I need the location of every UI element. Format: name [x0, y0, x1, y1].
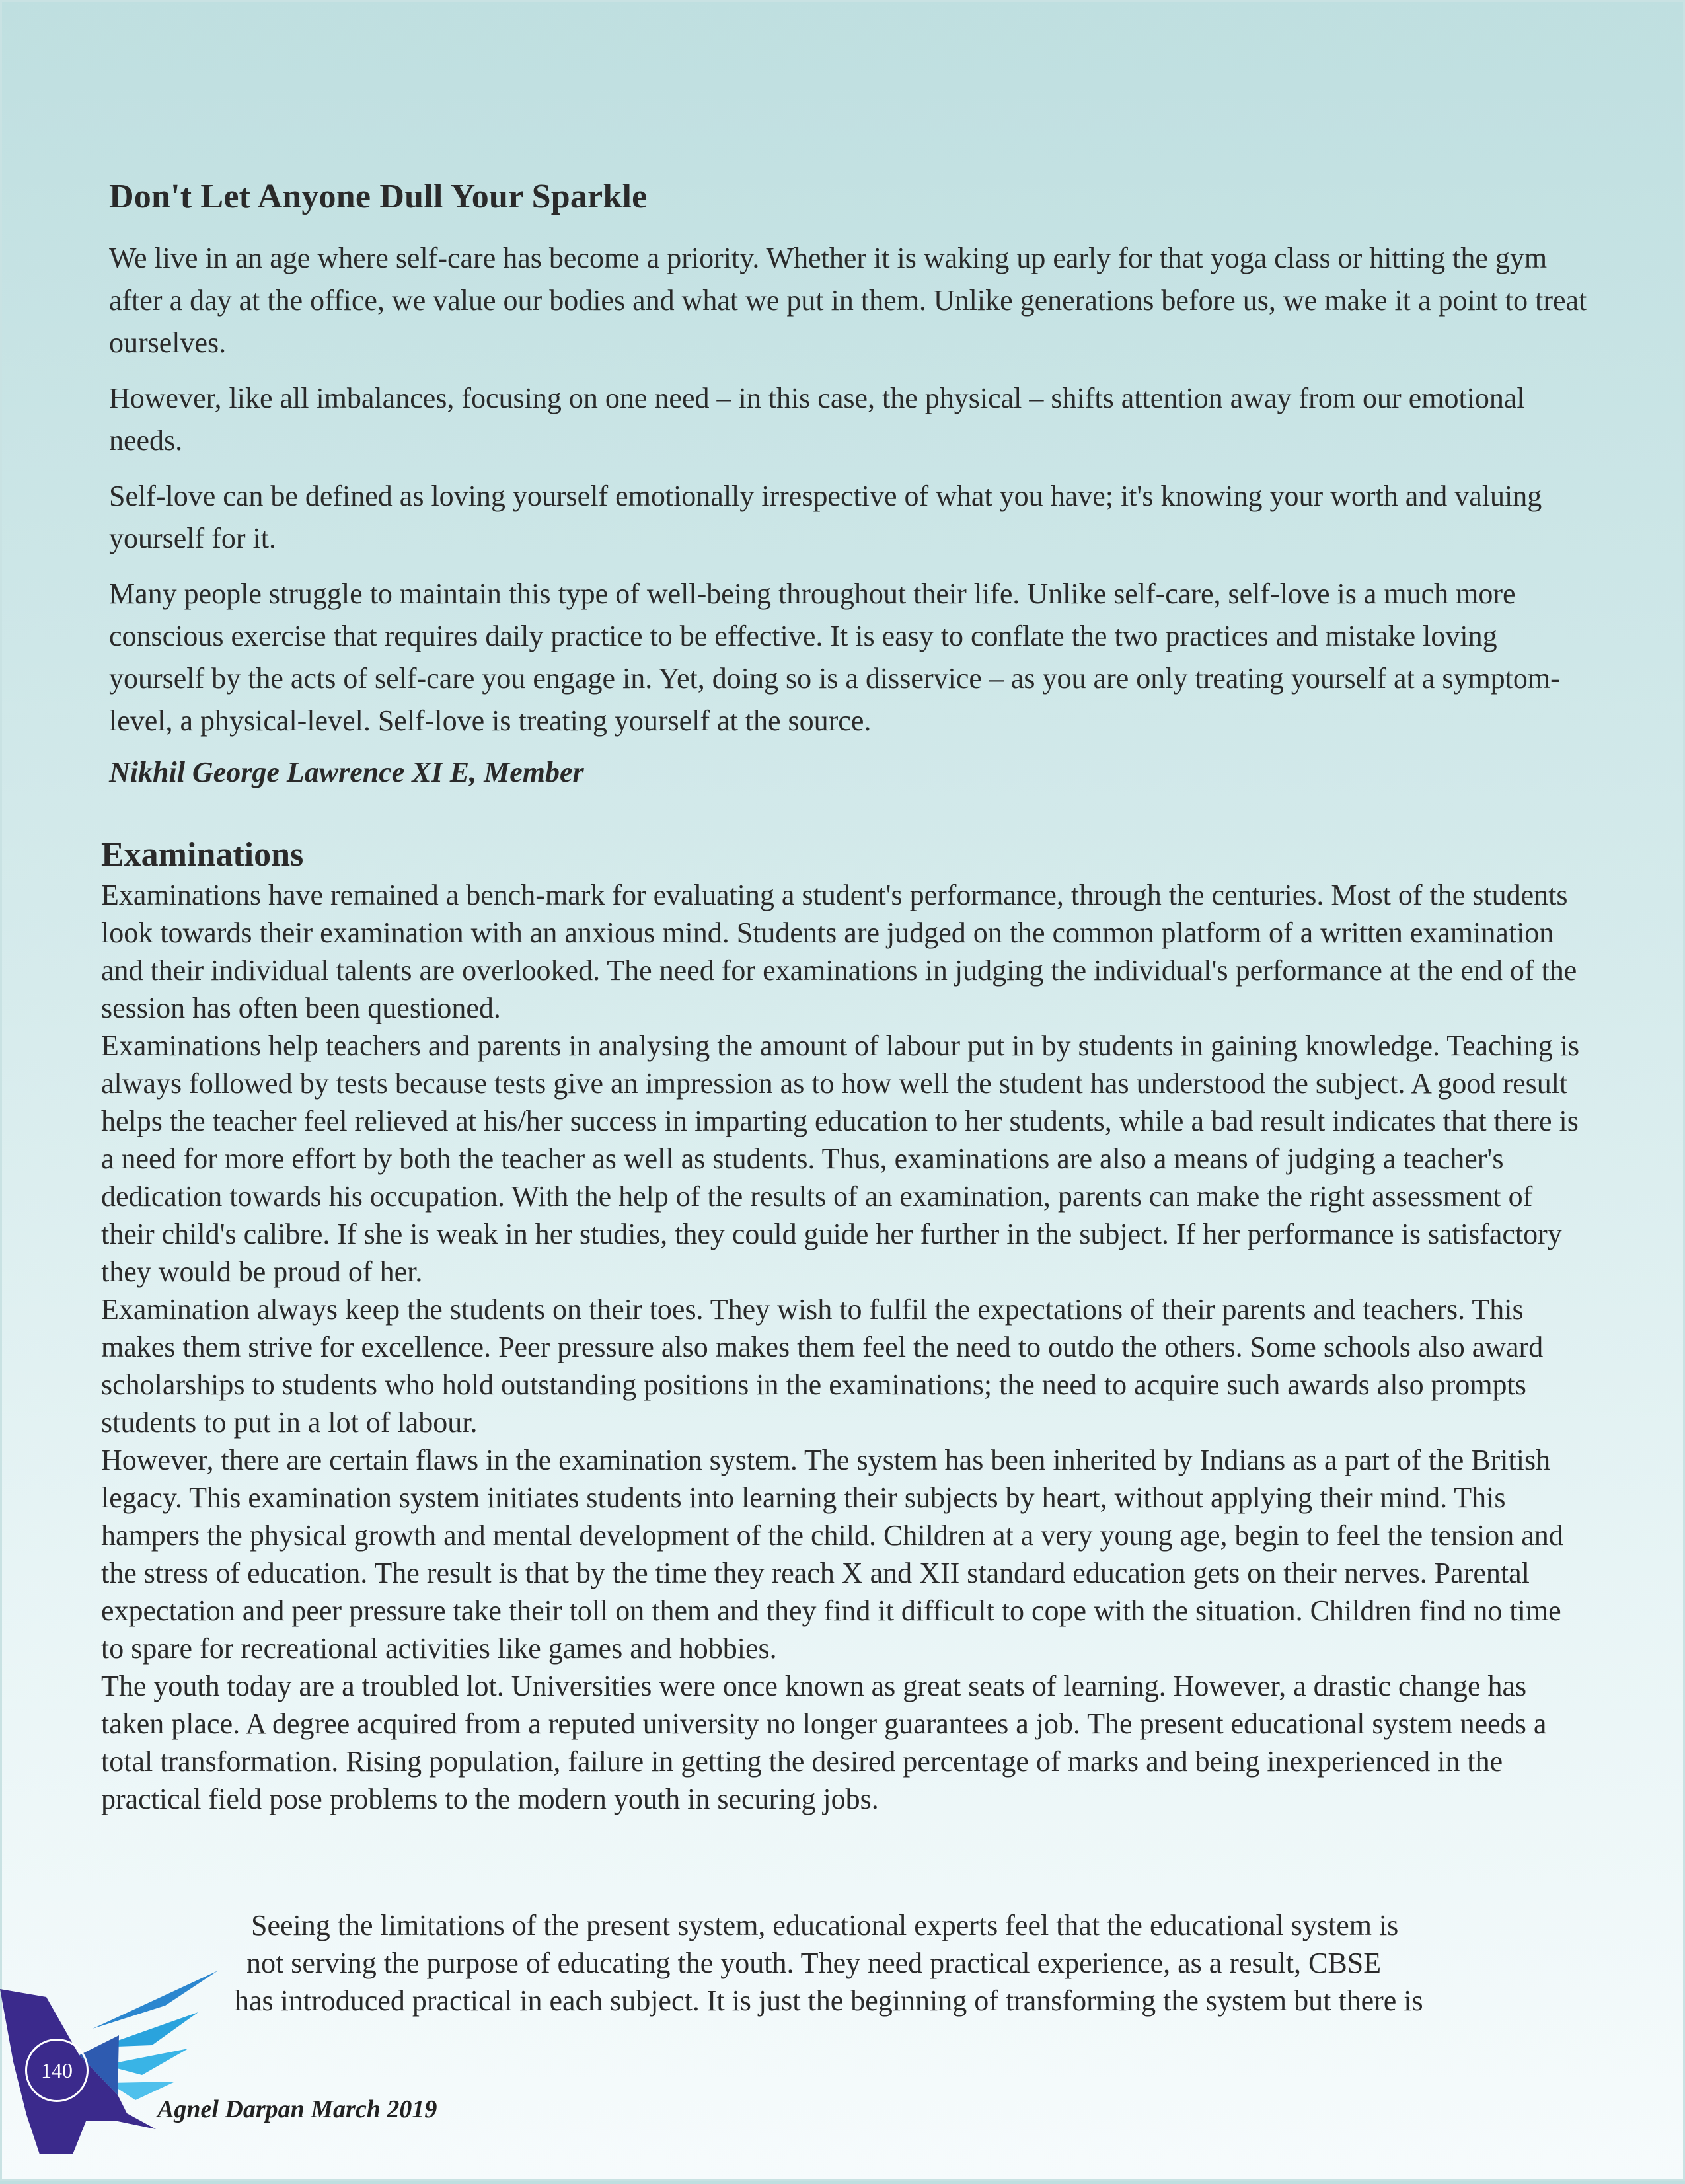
paragraph: We live in an age where self-care has become a priority. Whether it is waking up early for that yoga class or hitting the gym after a day at the office, we value our bodies and what we put in them. Unlike generations before us, we make it a point to treat ourselves. — [109, 242, 1587, 359]
article-self-love — [109, 177, 1589, 789]
author-byline: Nikhil George Lawrence XI E, Member — [109, 756, 584, 788]
paragraph: Self-love can be defined as loving yourself emotionally irrespective of what you have; it's knowing your worth and valuing yourself for it. — [109, 480, 1542, 554]
paragraph: The youth today are a troubled lot. Universities were once known as great seats of learning. However, a drastic change has taken place. A degree acquired from a reputed university no longer guarantees a job. The present educational system needs a total transformation. Rising population, failure in getting the desired percentage of marks and being inexperienced in the practical field pose problems to the modern youth in securing jobs. — [101, 1670, 1547, 1815]
paragraph: Examinations help teachers and parents in analysing the amount of labour put in by students in gaining knowledge. Teaching is always followed by tests because tests give an impression as to how well the student has understood the subject. A good result helps the teacher feel relieved at his/her success in imparting education to her students, while a bad result indicates that there is a need for more effort by both the teacher as well as students. Thus, examinations are also a means of judging a teacher's dedication towards his occupation. With the help of the results of an examination, parents can make the right assessment of their child's calibre. If she is weak in her studies, they could guide her further in the subject. If her performance is satisfactory they would be proud of her. — [101, 1030, 1580, 1288]
paragraph: Examinations have remained a bench-mark for evaluating a student's performance, through the centuries. Most of the students look towards their examination with an anxious mind. Students are judged on the common platform of a written examination and their individual talents are overlooked. The need for examinations in judging the individual's performance at the end of the session has often been questioned. — [101, 879, 1577, 1024]
publication-footer: Agnel Darpan March 2019 — [157, 2095, 437, 2123]
text-line: not serving the purpose of educating the youth. They need practical experience, as a result, CBSE — [246, 1947, 1382, 1979]
continued-paragraph — [235, 1906, 1596, 2019]
article-examinations — [101, 834, 1588, 1818]
article-title: Examinations — [101, 836, 304, 874]
page-number: 140 — [25, 2039, 89, 2102]
paragraph: However, like all imbalances, focusing on one need – in this case, the physical – shifts attention away from our emotional needs. — [109, 382, 1525, 457]
paragraph: However, there are certain flaws in the examination system. The system has been inherited by Indians as a part of the British legacy. This examination system initiates students into learning their subjects by heart, without applying their mind. This hampers the physical growth and mental development of the child. Children at a very young age, begin to feel the tension and the stress of education. The result is that by the time they reach X and XII standard education gets on their nerves. Parental expectation and peer pressure take their toll on them and they find it difficult to cope with the situation. Children find no time to spare for recreational activities like games and hobbies. — [101, 1444, 1563, 1665]
text-line: has introduced practical in each subject. It is just the beginning of transforming the system but there is — [235, 1984, 1423, 2017]
paragraph: Many people struggle to maintain this type of well-being throughout their life. Unlike self-care, self-love is a much more conscious exercise that requires daily practice to be effective. It is easy to conflate the two practices and mistake loving yourself by the acts of self-care you engage in. Yet, doing so is a disservice – as you are only treating yourself at a symptom-level, a physical-level. Self-love is treating yourself at the source. — [109, 578, 1560, 737]
text-line: Seeing the limitations of the present system, educational experts feel that the educational system is — [251, 1909, 1399, 1941]
article-title: Don't Let Anyone Dull Your Sparkle — [109, 178, 648, 215]
paragraph: Examination always keep the students on their toes. They wish to fulfil the expectations of their parents and teachers. This makes them strive for excellence. Peer pressure also makes them feel the need to outdo the others. Some schools also award scholarships to students who hold outstanding positions in the examinations; the need to acquire such awards also prompts students to put in a lot of labour. — [101, 1293, 1544, 1439]
